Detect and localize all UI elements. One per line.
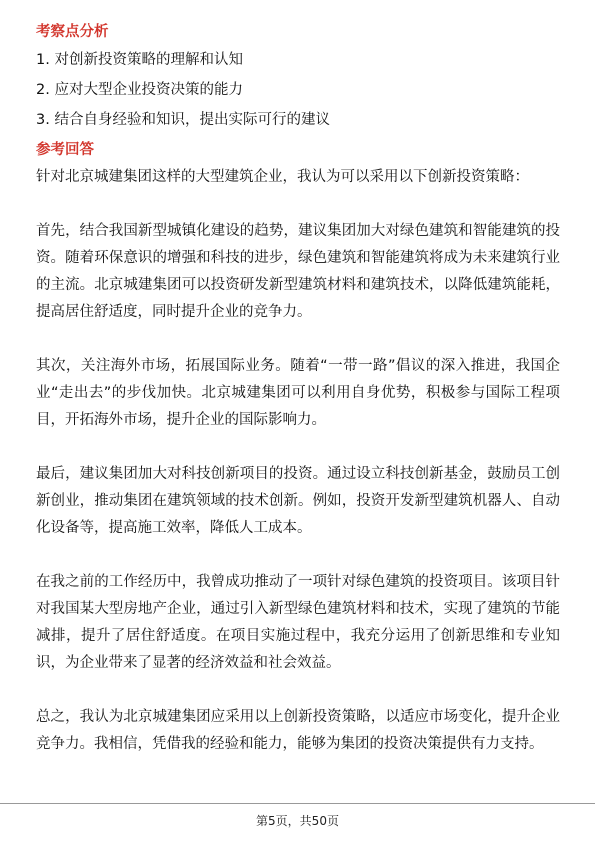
answer-paragraph: 总之，我认为北京城建集团应采用以上创新投资策略，以适应市场变化，提升企业竞争力。我相信，凭借我的经验和能力，能够为集团的投资决策提供有力支持。 [36,709,560,752]
answer-heading: 参考回答 [36,142,94,158]
footer-divider [0,803,595,804]
answer-paragraph: 其次，关注海外市场，拓展国际业务。随着“一带一路”倡议的深入推进，我国企业“走出去”的步伐加快。北京城建集团可以利用自身优势，积极参与国际工程项目，开拓海外市场，提升企业的国际影响力。 [36,358,560,428]
page-number: 第5页，共50页 [256,814,339,828]
document-body [36,22,560,758]
exam-point-item: 2. 应对大型企业投资决策的能力 [36,82,243,98]
exam-points-heading: 考察点分析 [36,24,109,40]
exam-point-item: 3. 结合自身经验和知识，提出实际可行的建议 [36,112,330,128]
answer-paragraph: 在我之前的工作经历中，我曾成功推动了一项针对绿色建筑的投资项目。该项目针对我国某大型房地产企业，通过引入新型绿色建筑材料和技术，实现了建筑的节能减排，提升了居住舒适度。在项目实施过程中，我充分运用了创新思维和专业知识，为企业带来了显著的经济效益和社会效益。 [36,574,560,671]
answer-paragraph: 首先，结合我国新型城镇化建设的趋势，建议集团加大对绿色建筑和智能建筑的投资。随着环保意识的增强和科技的进步，绿色建筑和智能建筑将成为未来建筑行业的主流。北京城建集团可以投资研发新型建筑材料和建筑技术，以降低建筑能耗，提高居住舒适度，同时提升企业的竞争力。 [36,223,560,320]
answer-paragraph: 最后，建议集团加大对科技创新项目的投资。通过设立科技创新基金，鼓励员工创新创业，推动集团在建筑领域的技术创新。例如，投资开发新型建筑机器人、自动化设备等，提高施工效率，降低人工成本。 [36,466,560,536]
exam-point-item: 1. 对创新投资策略的理解和认知 [36,52,243,68]
answer-intro: 针对北京城建集团这样的大型建筑企业，我认为可以采用以下创新投资策略： [36,169,529,185]
